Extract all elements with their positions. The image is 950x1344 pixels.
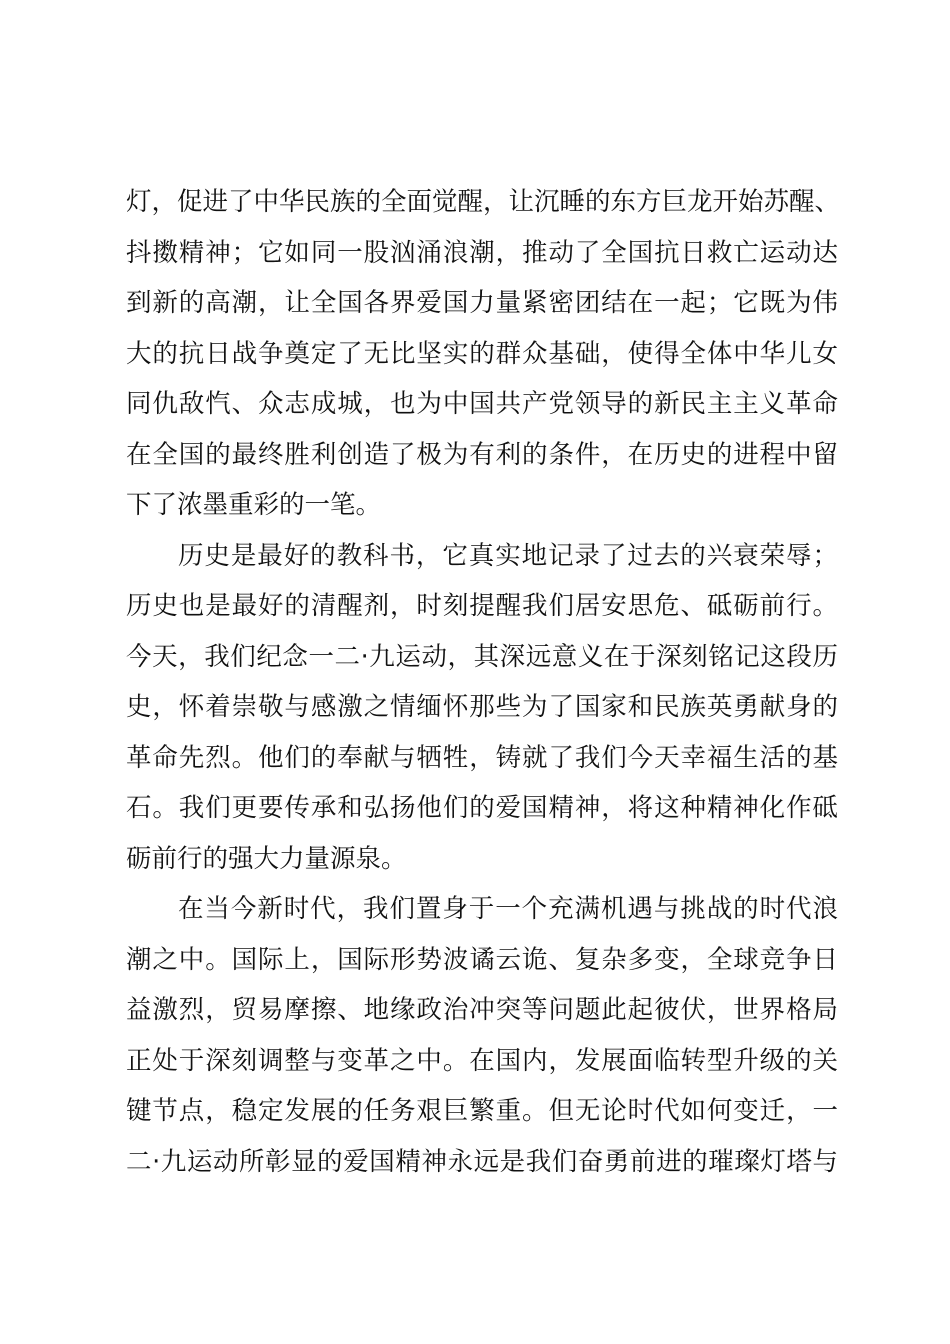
paragraph-2: [126, 531, 838, 885]
paragraph-line: 二·九运动所彰显的爱国精神永远是我们奋勇前进的璀璨灯塔与: [126, 1146, 838, 1177]
paragraph-line: 砺前行的强大力量源泉。: [126, 843, 407, 874]
paragraph-line: 灯，促进了中华民族的全面觉醒，让沉睡的东方巨龙开始苏醒、: [126, 187, 841, 217]
paragraph-line: 潮之中。国际上，国际形势波谲云诡、复杂多变，全球竞争日: [126, 944, 838, 975]
paragraph-line: 到新的高潮，让全国各界爱国力量紧密团结在一起；它既为伟: [126, 288, 838, 318]
document-body: [126, 177, 841, 1187]
paragraph-line: 石。我们更要传承和弘扬他们的爱国精神，将这种精神化作砥: [126, 793, 838, 823]
paragraph-line: 大的抗日战争奠定了无比坚实的群众基础，使得全体中华儿女: [126, 338, 838, 369]
paragraph-line: 在当今新时代，我们置身于一个充满机遇与挑战的时代浪: [178, 894, 838, 924]
paragraph-1: [126, 177, 841, 531]
paragraph-line: 同仇敌忾、众志成城，也为中国共产党领导的新民主主义革命: [126, 389, 838, 419]
paragraph-line: 历史也是最好的清醒剂，时刻提醒我们居安思危、砥砺前行。: [126, 591, 838, 621]
paragraph-3: [126, 884, 838, 1187]
paragraph-line: 历史是最好的教科书，它真实地记录了过去的兴衰荣辱；: [178, 540, 838, 571]
paragraph-line: 史，怀着崇敬与感激之情缅怀那些为了国家和民族英勇献身的: [126, 692, 838, 722]
paragraph-line: 抖擞精神；它如同一股汹涌浪潮，推动了全国抗日救亡运动达: [126, 237, 838, 268]
paragraph-line: 下了浓墨重彩的一笔。: [126, 490, 382, 520]
paragraph-line: 今天，我们纪念一二·九运动，其深远意义在于深刻铭记这段历: [126, 641, 838, 672]
paragraph-line: 益激烈，贸易摩擦、地缘政治冲突等问题此起彼伏，世界格局: [126, 995, 838, 1025]
paragraph-line: 正处于深刻调整与变革之中。在国内，发展面临转型升级的关: [126, 1045, 838, 1076]
paragraph-line: 革命先烈。他们的奉献与牺牲，铸就了我们今天幸福生活的基: [126, 742, 838, 773]
paragraph-line: 键节点，稳定发展的任务艰巨繁重。但无论时代如何变迁，一: [126, 1096, 838, 1126]
paragraph-line: 在全国的最终胜利创造了极为有利的条件，在历史的进程中留: [126, 439, 838, 470]
